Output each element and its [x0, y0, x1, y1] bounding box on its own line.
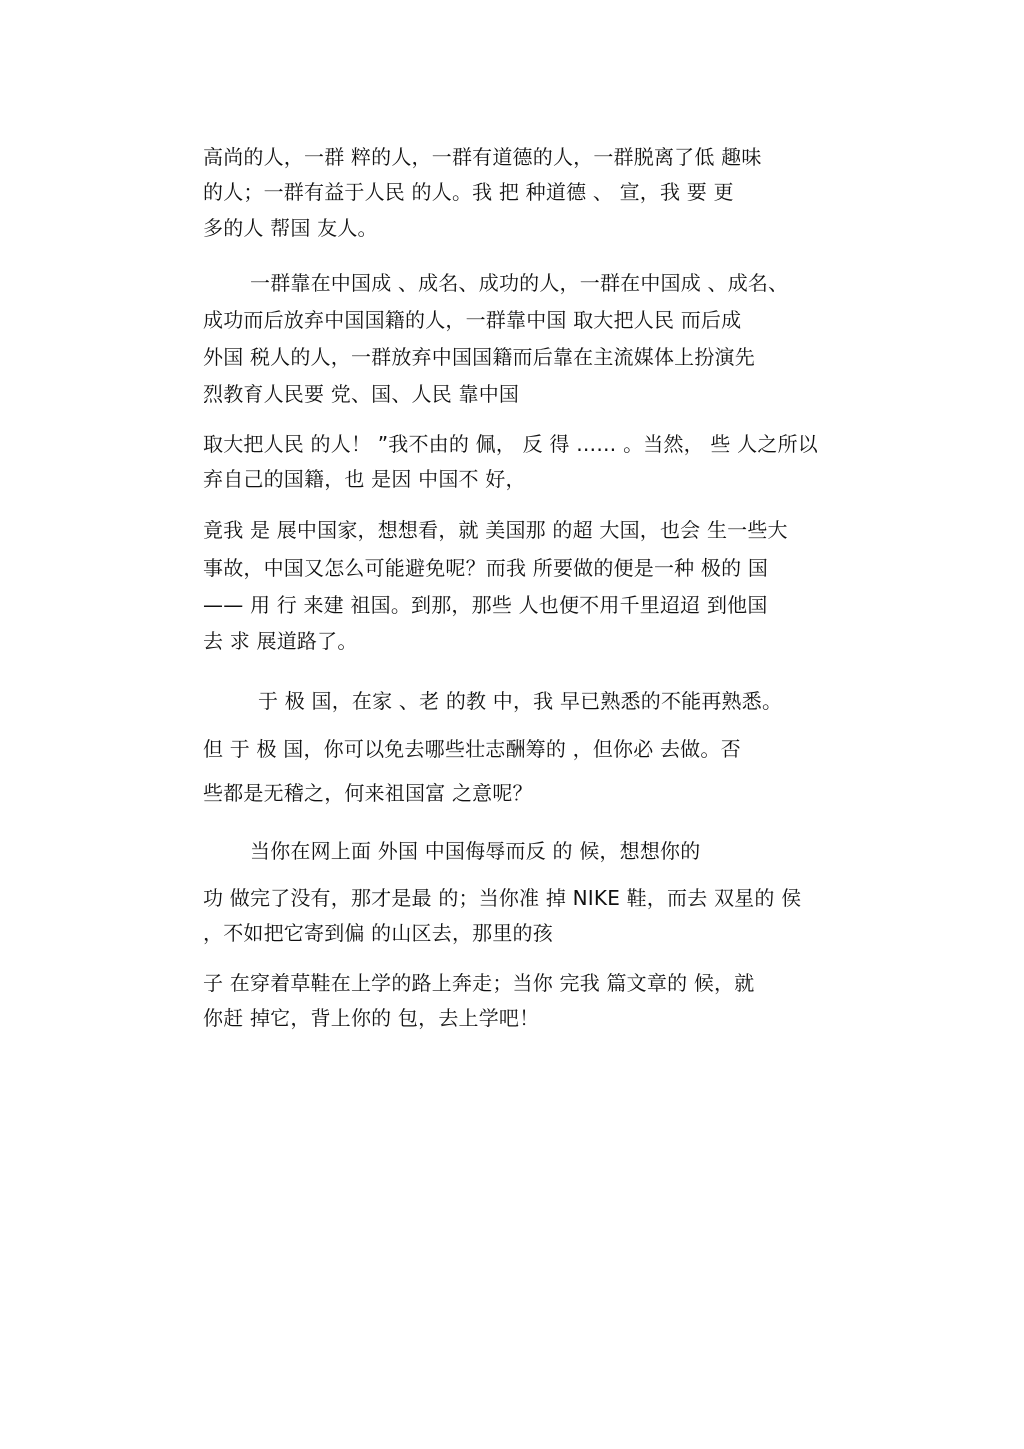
text-line: 成功而后放弃中国国籍的人，一群靠中国 取大把人民 而后成 — [203, 308, 742, 332]
text-line: 于 极 国，在家 、老 的教 中，我 早已熟悉的不能再熟悉。 — [258, 689, 783, 713]
text-line: 你赶 掉它，背上你的 包，去上学吧！ — [203, 1006, 540, 1030]
text-line: —— 用 行 来建 祖国。到那，那些 人也便不用千里迢迢 到他国 — [203, 593, 768, 617]
text-line: 当你在网上面 外国 中国侮辱而反 的 候，想想你的 — [250, 839, 701, 863]
text-line: 的人；一群有益于人民 的人。我 把 种道德 、 宣，我 要 更 — [203, 180, 734, 204]
text-line: 事故，中国又怎么可能避免呢？而我 所要做的便是一种 极的 国 — [203, 556, 769, 580]
text-line: 但 于 极 国，你可以免去哪些壮志酬筹的 ，但你必 去做。否 — [203, 737, 741, 761]
text-line: 一群靠在中国成 、成名、成功的人，一群在中国成 、成名、 — [250, 271, 789, 295]
text-line: 多的人 帮国 友人。 — [203, 216, 378, 240]
text-line: 取大把人民 的人！ ”我不由的 佩， 反 得 …… 。当然， 些 人之所以 — [203, 432, 818, 456]
text-line: 去 求 展道路了。 — [203, 629, 358, 653]
text-line: 烈教育人民要 党、国、人民 靠中国 — [203, 382, 520, 406]
text-line: 些都是无稽之，何来祖国富 之意呢？ — [203, 781, 533, 805]
text-line: 功 做完了没有，那才是最 的；当你准 掉 NIKE 鞋，而去 双星的 侯 — [203, 886, 802, 910]
text-line: 子 在穿着草鞋在上学的路上奔走；当你 完我 篇文章的 候，就 — [203, 971, 755, 995]
text-line: 竟我 是 展中国家，想想看，就 美国那 的超 大国，也会 生一些大 — [203, 518, 788, 542]
text-line: 外国 税人的人，一群放弃中国国籍而后靠在主流媒体上扮演先 — [203, 345, 755, 369]
text-line: 弃自己的国籍，也 是因 中国不 好， — [203, 467, 526, 491]
text-line: ，不如把它寄到偏 的山区去，那里的孩 — [203, 921, 553, 945]
text-line: 高尚的人，一群 粹的人，一群有道德的人，一群脱离了低 趣味 — [203, 145, 762, 169]
